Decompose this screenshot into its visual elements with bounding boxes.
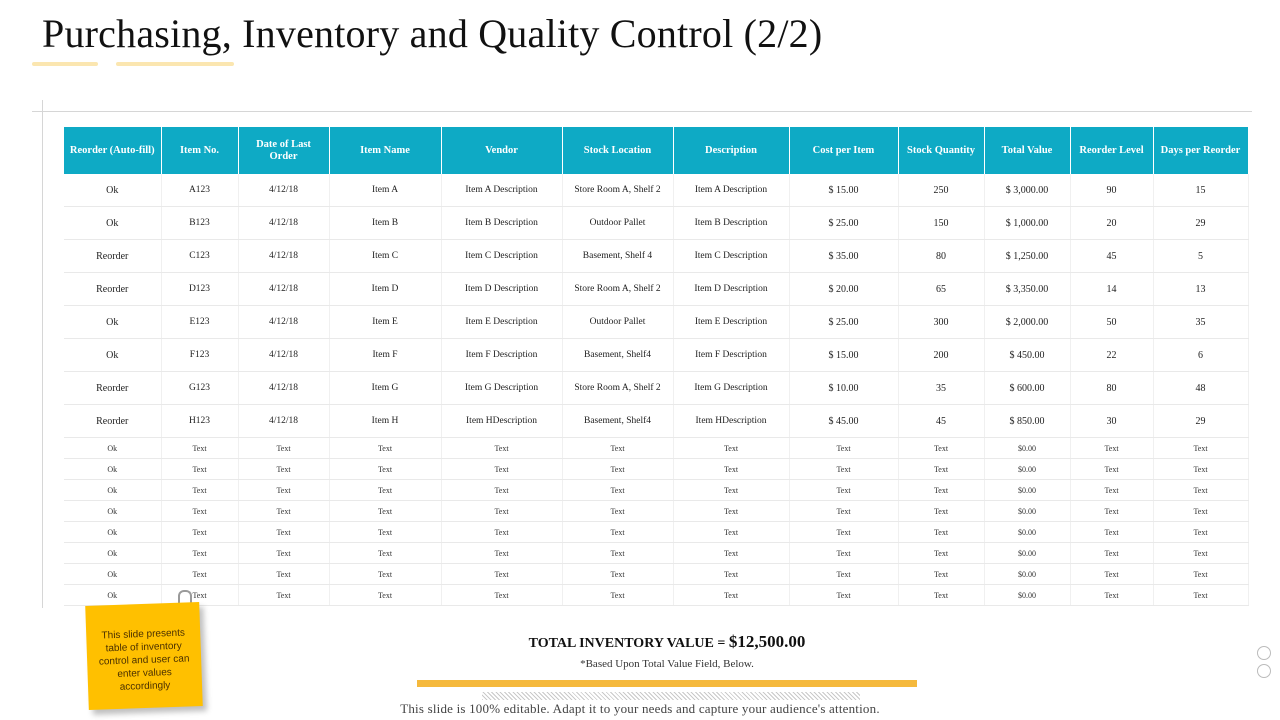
table-cell[interactable]: Item B Description — [441, 207, 562, 240]
table-cell[interactable]: Ok — [64, 306, 161, 339]
table-cell[interactable]: Text — [898, 543, 984, 564]
table-row[interactable] — [64, 405, 1248, 438]
table-cell[interactable]: Text — [898, 480, 984, 501]
table-cell[interactable]: Ok — [64, 522, 161, 543]
table-cell[interactable]: Ok — [64, 480, 161, 501]
table-cell[interactable]: 300 — [898, 306, 984, 339]
column-header: Date of Last Order — [238, 127, 329, 174]
table-cell[interactable]: Text — [329, 585, 441, 606]
table-cell[interactable]: Store Room A, Shelf 2 — [562, 174, 673, 207]
table-cell[interactable]: 30 — [1070, 405, 1153, 438]
column-header: Item No. — [161, 127, 238, 174]
column-header: Vendor — [441, 127, 562, 174]
total-note: *Based Upon Total Value Field, Below. — [580, 658, 754, 670]
table-cell[interactable]: Text — [1153, 543, 1248, 564]
table-cell[interactable]: $0.00 — [984, 522, 1070, 543]
inventory-table — [64, 127, 1249, 606]
table-cell[interactable]: Text — [562, 459, 673, 480]
table-cell[interactable]: 90 — [1070, 174, 1153, 207]
table-row[interactable] — [64, 543, 1248, 564]
table-cell[interactable]: Text — [562, 543, 673, 564]
table-cell[interactable]: Text — [329, 459, 441, 480]
table-cell[interactable]: Text — [238, 459, 329, 480]
table-cell[interactable]: Text — [161, 480, 238, 501]
table-cell[interactable]: $ 450.00 — [984, 339, 1070, 372]
table-cell[interactable]: $ 15.00 — [789, 174, 898, 207]
page-title: Purchasing, Inventory and Quality Control (2/2) — [42, 11, 823, 56]
table-cell[interactable]: 65 — [898, 273, 984, 306]
table-cell[interactable]: Ok — [64, 339, 161, 372]
table-cell[interactable]: $ 25.00 — [789, 207, 898, 240]
inventory-table-container — [64, 127, 1248, 606]
table-cell[interactable]: Item H — [329, 405, 441, 438]
table-cell[interactable]: Item G Description — [441, 372, 562, 405]
horizontal-divider — [32, 111, 1252, 112]
table-header — [64, 127, 1248, 174]
table-body — [64, 174, 1248, 606]
table-cell[interactable]: Reorder — [64, 372, 161, 405]
table-cell[interactable]: Ok — [64, 174, 161, 207]
table-cell[interactable]: Text — [1070, 585, 1153, 606]
table-cell[interactable]: $0.00 — [984, 543, 1070, 564]
table-cell[interactable]: Text — [673, 438, 789, 459]
table-cell[interactable]: 250 — [898, 174, 984, 207]
table-cell[interactable]: Text — [562, 585, 673, 606]
table-cell[interactable]: Text — [238, 522, 329, 543]
table-cell[interactable]: 80 — [898, 240, 984, 273]
table-cell[interactable]: $ 3,350.00 — [984, 273, 1070, 306]
table-cell[interactable]: Outdoor Pallet — [562, 207, 673, 240]
table-cell[interactable]: Item B — [329, 207, 441, 240]
column-header: Days per Reorder — [1153, 127, 1248, 174]
column-header: Item Name — [329, 127, 441, 174]
table-cell[interactable]: Text — [1070, 501, 1153, 522]
table-cell[interactable]: Text — [673, 501, 789, 522]
table-cell[interactable]: 4/12/18 — [238, 339, 329, 372]
table-cell[interactable]: Item G Description — [673, 372, 789, 405]
table-cell[interactable]: Item A Description — [673, 174, 789, 207]
table-cell[interactable]: 4/12/18 — [238, 174, 329, 207]
table-cell[interactable]: $ 15.00 — [789, 339, 898, 372]
table-row[interactable] — [64, 585, 1248, 606]
table-cell[interactable]: Text — [441, 438, 562, 459]
table-cell[interactable]: 20 — [1070, 207, 1153, 240]
table-cell[interactable]: $0.00 — [984, 585, 1070, 606]
table-cell[interactable]: Ok — [64, 501, 161, 522]
table-cell[interactable]: $0.00 — [984, 438, 1070, 459]
table-cell[interactable]: Text — [898, 438, 984, 459]
table-cell[interactable]: Text — [329, 438, 441, 459]
table-cell[interactable]: Ok — [64, 585, 161, 606]
table-cell[interactable]: 35 — [898, 372, 984, 405]
table-cell[interactable]: Text — [161, 522, 238, 543]
table-cell[interactable]: $ 35.00 — [789, 240, 898, 273]
table-cell[interactable]: Text — [673, 459, 789, 480]
sticky-note — [85, 602, 203, 710]
table-cell[interactable]: 4/12/18 — [238, 240, 329, 273]
table-cell[interactable]: Text — [789, 585, 898, 606]
table-cell[interactable]: Text — [329, 522, 441, 543]
table-cell[interactable]: C123 — [161, 240, 238, 273]
table-cell[interactable]: 14 — [1070, 273, 1153, 306]
column-header: Stock Quantity — [898, 127, 984, 174]
table-cell[interactable]: B123 — [161, 207, 238, 240]
table-cell[interactable]: Text — [898, 501, 984, 522]
table-cell[interactable]: Item B Description — [673, 207, 789, 240]
table-cell[interactable]: Item D Description — [441, 273, 562, 306]
table-cell[interactable]: Text — [562, 438, 673, 459]
table-cell[interactable]: $0.00 — [984, 564, 1070, 585]
table-cell[interactable]: 4/12/18 — [238, 306, 329, 339]
table-cell[interactable]: Text — [1153, 585, 1248, 606]
table-cell[interactable]: 80 — [1070, 372, 1153, 405]
table-cell[interactable]: 6 — [1153, 339, 1248, 372]
table-cell[interactable]: Text — [673, 543, 789, 564]
table-row[interactable] — [64, 480, 1248, 501]
hatch-pattern — [482, 692, 860, 700]
table-cell[interactable]: Text — [1153, 564, 1248, 585]
table-cell[interactable]: Item D — [329, 273, 441, 306]
table-cell[interactable]: Basement, Shelf 4 — [562, 240, 673, 273]
table-cell[interactable]: Store Room A, Shelf 2 — [562, 372, 673, 405]
table-row[interactable] — [64, 339, 1248, 372]
table-cell[interactable]: Item HDescription — [673, 405, 789, 438]
table-cell[interactable]: Reorder — [64, 405, 161, 438]
table-cell[interactable]: Text — [789, 480, 898, 501]
table-cell[interactable]: Text — [562, 564, 673, 585]
table-cell[interactable]: Text — [1070, 522, 1153, 543]
table-row[interactable] — [64, 438, 1248, 459]
table-cell[interactable]: Text — [789, 522, 898, 543]
table-cell[interactable]: Text — [441, 564, 562, 585]
footer-text: This slide is 100% editable. Adapt it to your needs and capture your audience's attention. — [400, 701, 880, 716]
table-cell[interactable]: $ 20.00 — [789, 273, 898, 306]
table-cell[interactable]: Ok — [64, 459, 161, 480]
table-cell[interactable]: Text — [441, 522, 562, 543]
table-cell[interactable]: Text — [329, 543, 441, 564]
table-cell[interactable]: 29 — [1153, 405, 1248, 438]
table-cell[interactable]: Text — [789, 543, 898, 564]
table-cell[interactable]: Text — [562, 501, 673, 522]
table-cell[interactable]: Item C — [329, 240, 441, 273]
table-cell[interactable]: Text — [238, 438, 329, 459]
sticky-note-text: This slide presents table of inventory control and user can enter values accordingly — [98, 627, 190, 693]
table-cell[interactable]: Text — [1153, 522, 1248, 543]
table-cell[interactable]: 50 — [1070, 306, 1153, 339]
table-cell[interactable]: Text — [789, 564, 898, 585]
table-cell[interactable]: $ 600.00 — [984, 372, 1070, 405]
table-cell[interactable]: $ 850.00 — [984, 405, 1070, 438]
table-cell[interactable]: Text — [329, 501, 441, 522]
table-cell[interactable]: Item E Description — [441, 306, 562, 339]
table-cell[interactable]: Ok — [64, 543, 161, 564]
column-header: Total Value — [984, 127, 1070, 174]
title-underline-right — [116, 62, 234, 66]
table-cell[interactable]: Item C Description — [673, 240, 789, 273]
column-header: Reorder (Auto-fill) — [64, 127, 161, 174]
table-row[interactable] — [64, 207, 1248, 240]
table-cell[interactable]: E123 — [161, 306, 238, 339]
table-cell[interactable]: Item F — [329, 339, 441, 372]
table-cell[interactable]: Text — [238, 501, 329, 522]
table-cell[interactable]: H123 — [161, 405, 238, 438]
table-cell[interactable]: Item E Description — [673, 306, 789, 339]
table-cell[interactable]: Text — [441, 480, 562, 501]
column-header: Stock Location — [562, 127, 673, 174]
table-cell[interactable]: 150 — [898, 207, 984, 240]
table-cell[interactable]: Outdoor Pallet — [562, 306, 673, 339]
table-cell[interactable]: Text — [329, 564, 441, 585]
table-cell[interactable]: Text — [161, 438, 238, 459]
table-cell[interactable]: 4/12/18 — [238, 273, 329, 306]
table-cell[interactable]: Reorder — [64, 273, 161, 306]
table-cell[interactable]: 29 — [1153, 207, 1248, 240]
table-row[interactable] — [64, 501, 1248, 522]
table-cell[interactable]: Text — [789, 501, 898, 522]
vertical-divider — [42, 100, 43, 608]
table-cell[interactable]: Text — [562, 480, 673, 501]
table-cell[interactable]: Text — [898, 459, 984, 480]
table-cell[interactable]: Item C Description — [441, 240, 562, 273]
table-cell[interactable]: $ 25.00 — [789, 306, 898, 339]
table-cell[interactable]: $0.00 — [984, 501, 1070, 522]
table-row[interactable] — [64, 522, 1248, 543]
table-cell[interactable]: Text — [673, 480, 789, 501]
table-cell[interactable]: Text — [441, 459, 562, 480]
table-row[interactable] — [64, 240, 1248, 273]
table-cell[interactable]: Item G — [329, 372, 441, 405]
table-cell[interactable]: 4/12/18 — [238, 372, 329, 405]
table-cell[interactable]: Text — [238, 585, 329, 606]
table-row[interactable] — [64, 273, 1248, 306]
table-cell[interactable]: Text — [441, 501, 562, 522]
table-cell[interactable]: Text — [1153, 459, 1248, 480]
table-cell[interactable]: Text — [1153, 480, 1248, 501]
nav-circle-icon-1[interactable] — [1257, 646, 1271, 660]
table-cell[interactable]: Text — [898, 585, 984, 606]
table-cell[interactable]: $ 2,000.00 — [984, 306, 1070, 339]
table-cell[interactable]: Text — [1070, 438, 1153, 459]
table-row[interactable] — [64, 174, 1248, 207]
table-cell[interactable]: Text — [1070, 459, 1153, 480]
table-cell[interactable]: Text — [898, 522, 984, 543]
table-cell[interactable]: Item F Description — [673, 339, 789, 372]
table-cell[interactable]: 48 — [1153, 372, 1248, 405]
table-cell[interactable]: 45 — [898, 405, 984, 438]
table-cell[interactable]: Text — [673, 522, 789, 543]
table-cell[interactable]: 15 — [1153, 174, 1248, 207]
table-cell[interactable]: Ok — [64, 207, 161, 240]
table-cell[interactable]: Text — [1070, 480, 1153, 501]
total-value: $12,500.00 — [728, 632, 806, 651]
column-header: Reorder Level — [1070, 127, 1153, 174]
table-cell[interactable]: Text — [1070, 543, 1153, 564]
table-cell[interactable]: $ 45.00 — [789, 405, 898, 438]
table-cell[interactable]: Text — [441, 543, 562, 564]
table-cell[interactable]: D123 — [161, 273, 238, 306]
table-cell[interactable]: 35 — [1153, 306, 1248, 339]
table-row[interactable] — [64, 306, 1248, 339]
table-cell[interactable]: Text — [161, 564, 238, 585]
table-cell[interactable]: 13 — [1153, 273, 1248, 306]
table-cell[interactable]: Item F Description — [441, 339, 562, 372]
accent-bar — [417, 680, 917, 687]
table-cell[interactable]: Text — [238, 480, 329, 501]
total-label: TOTAL INVENTORY VALUE = — [528, 636, 729, 651]
column-header: Description — [673, 127, 789, 174]
table-cell[interactable]: $0.00 — [984, 459, 1070, 480]
title-underline-left — [32, 62, 98, 66]
table-cell[interactable]: Text — [673, 585, 789, 606]
table-cell[interactable]: 4/12/18 — [238, 405, 329, 438]
table-cell[interactable]: Reorder — [64, 240, 161, 273]
table-cell[interactable]: Item A Description — [441, 174, 562, 207]
table-cell[interactable]: Text — [562, 522, 673, 543]
table-cell[interactable]: Item HDescription — [441, 405, 562, 438]
table-cell[interactable]: Item D Description — [673, 273, 789, 306]
table-cell[interactable]: Store Room A, Shelf 2 — [562, 273, 673, 306]
table-cell[interactable]: 4/12/18 — [238, 207, 329, 240]
table-cell[interactable]: 200 — [898, 339, 984, 372]
total-inventory-value — [417, 632, 917, 652]
table-cell[interactable]: $ 1,250.00 — [984, 240, 1070, 273]
table-cell[interactable]: Text — [238, 543, 329, 564]
nav-circle-icon-2[interactable] — [1257, 664, 1271, 678]
table-row[interactable] — [64, 372, 1248, 405]
table-cell[interactable]: $ 3,000.00 — [984, 174, 1070, 207]
table-cell[interactable]: Text — [161, 501, 238, 522]
table-cell[interactable]: Ok — [64, 564, 161, 585]
table-cell[interactable]: Text — [898, 564, 984, 585]
table-cell[interactable]: $ 1,000.00 — [984, 207, 1070, 240]
table-cell[interactable]: Text — [329, 480, 441, 501]
table-cell[interactable]: Text — [789, 459, 898, 480]
table-cell[interactable]: Text — [1070, 564, 1153, 585]
table-cell[interactable]: Basement, Shelf4 — [562, 405, 673, 438]
table-cell[interactable]: $0.00 — [984, 480, 1070, 501]
table-row[interactable] — [64, 459, 1248, 480]
table-cell[interactable]: Item A — [329, 174, 441, 207]
table-cell[interactable]: G123 — [161, 372, 238, 405]
table-cell[interactable]: Text — [789, 438, 898, 459]
table-cell[interactable]: Text — [161, 543, 238, 564]
table-cell[interactable]: Item E — [329, 306, 441, 339]
table-cell[interactable]: 45 — [1070, 240, 1153, 273]
table-cell[interactable]: A123 — [161, 174, 238, 207]
table-cell[interactable]: 22 — [1070, 339, 1153, 372]
table-cell[interactable]: Text — [1153, 501, 1248, 522]
table-cell[interactable]: Text — [161, 459, 238, 480]
table-cell[interactable]: Text — [1153, 438, 1248, 459]
table-cell[interactable]: Text — [441, 585, 562, 606]
table-cell[interactable]: 5 — [1153, 240, 1248, 273]
table-cell[interactable]: Text — [673, 564, 789, 585]
table-cell[interactable]: F123 — [161, 339, 238, 372]
column-header: Cost per Item — [789, 127, 898, 174]
table-cell[interactable]: Basement, Shelf4 — [562, 339, 673, 372]
table-cell[interactable]: Text — [238, 564, 329, 585]
table-cell[interactable]: Ok — [64, 438, 161, 459]
table-cell[interactable]: Text — [161, 585, 238, 606]
table-row[interactable] — [64, 564, 1248, 585]
table-cell[interactable]: $ 10.00 — [789, 372, 898, 405]
